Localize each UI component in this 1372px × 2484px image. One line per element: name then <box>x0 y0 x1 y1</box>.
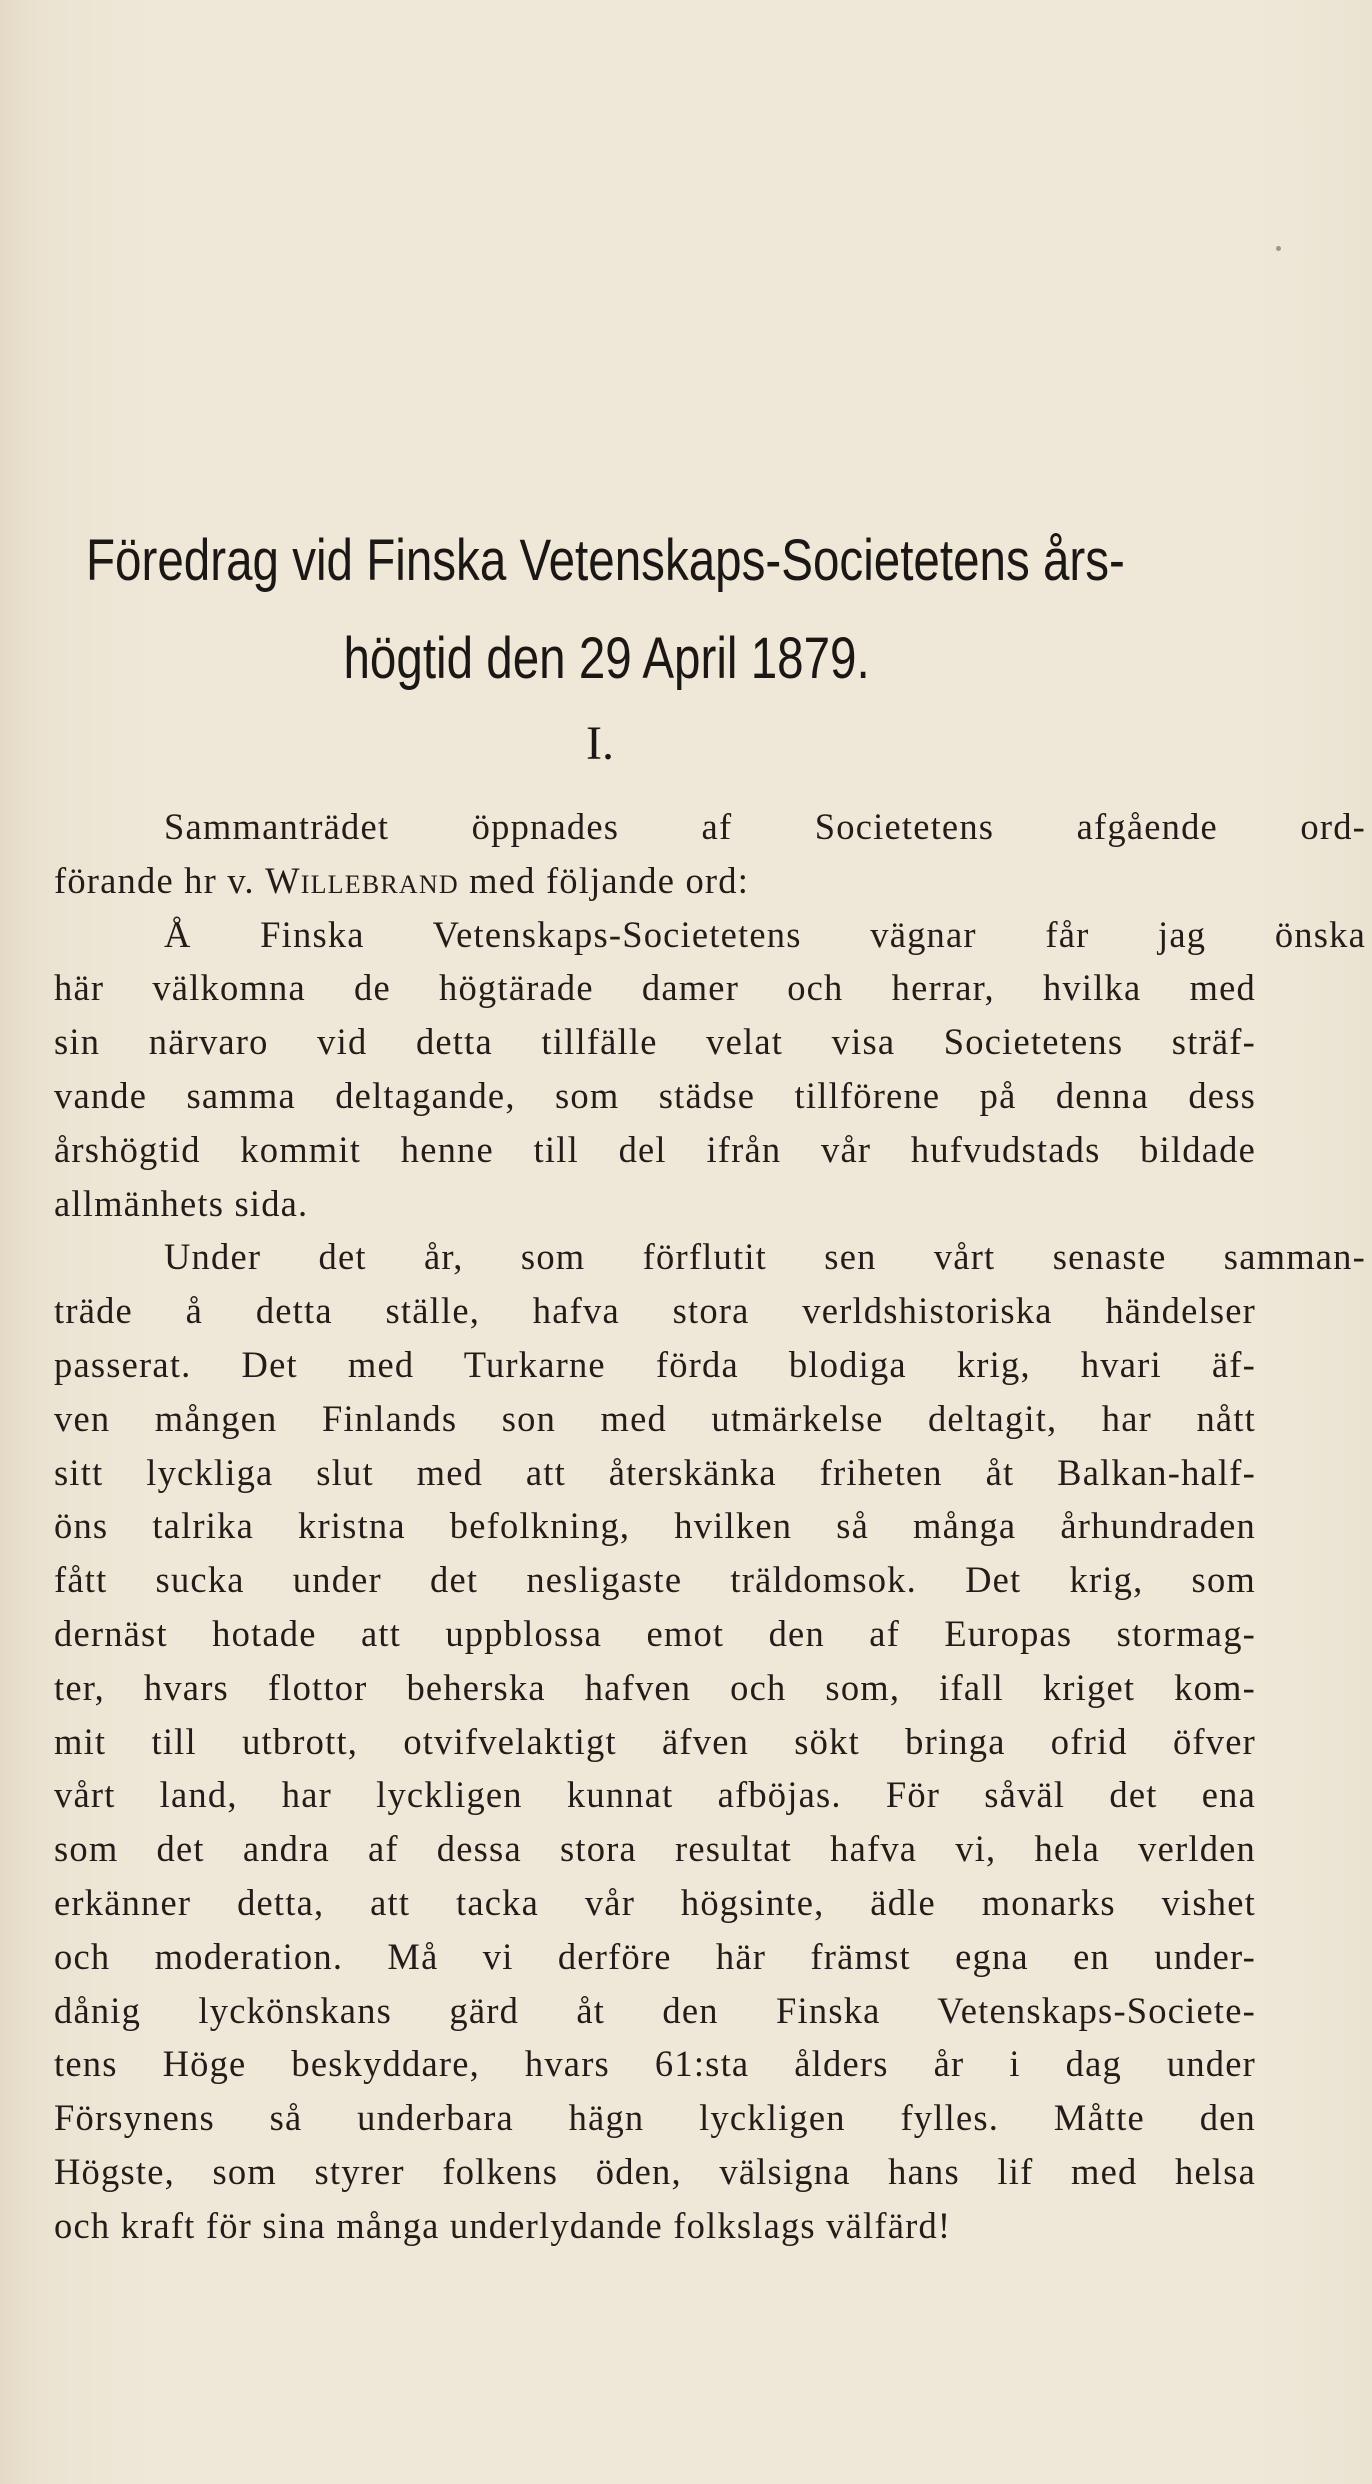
text-line: dånig lyckönskans gärd åt den Finska Vetenskaps-Societe- <box>54 1989 1256 2031</box>
section-number: I. <box>586 717 614 770</box>
text-line: tens Höge beskyddare, hvars 61:sta ålders år i dag under <box>54 2043 1256 2085</box>
title-line-2: högtid den 29 April 1879. <box>343 626 870 691</box>
text-line: ter, hvars flottor beherska hafven och som, ifall kriget kom- <box>54 1666 1256 1708</box>
text-line: vårt land, har lyckligen kunnat afböjas. För såväl det ena <box>54 1774 1256 1816</box>
text-line: Under det år, som förflutit sen vårt senaste samman- <box>164 1236 1366 1278</box>
text-line: allmänhets sida. <box>54 1182 309 1224</box>
speaker-name: Willebrand <box>265 859 459 901</box>
text-line: och kraft för sina många underlydande folkslags välfärd! <box>54 2204 952 2246</box>
text-line: årshögtid kommit henne till del ifrån vår hufvudstads bildade <box>54 1128 1256 1170</box>
text-line: ven mången Finlands son med utmärkelse deltagit, har nått <box>54 1397 1256 1439</box>
text-line: här välkomna de högtärade damer och herrar, hvilka med <box>54 967 1256 1009</box>
text-line: Högste, som styrer folkens öden, välsigna hans lif med helsa <box>54 2150 1256 2192</box>
text-line: sin närvaro vid detta tillfälle velat visa Societetens sträf- <box>54 1021 1256 1063</box>
title-line-1: Föredrag vid Finska Vetenskaps-Societetens års- <box>86 528 1125 593</box>
body-text <box>54 800 1366 2253</box>
text-line <box>54 854 1254 908</box>
text-line: som det andra af dessa stora resultat hafva vi, hela verlden <box>54 1828 1256 1870</box>
text-line: erkänner detta, att tacka vår högsinte, ädle monarks vishet <box>54 1881 1256 1923</box>
text-line: dernäst hotade att uppblossa emot den af Europas stormag- <box>54 1612 1256 1654</box>
text-line: fått sucka under det nesligaste träldomsok. Det krig, som <box>54 1559 1256 1601</box>
text-line: sitt lyckliga slut med att återskänka friheten åt Balkan-half- <box>54 1451 1256 1493</box>
text-line: öns talrika kristna befolkning, hvilken så många århundraden <box>54 1505 1256 1547</box>
text-line: Försynens så underbara hägn lyckligen fylles. Måtte den <box>54 2097 1256 2139</box>
text-line: passerat. Det med Turkarne förda blodiga krig, hvari äf- <box>54 1343 1256 1385</box>
text-line: och moderation. Må vi derföre här främst egna en under- <box>54 1935 1256 1977</box>
text-fragment: med följande ord: <box>469 859 750 901</box>
text-line: mit till utbrott, otvifvelaktigt äfven sökt bringa ofrid öfver <box>54 1720 1256 1762</box>
paper-speck <box>1276 246 1281 251</box>
text-line: Å Finska Vetenskaps-Societetens vägnar får jag önska <box>164 913 1366 955</box>
text-line: träde å detta ställe, hafva stora verldshistoriska händelser <box>54 1290 1256 1332</box>
text-line: Sammanträdet öppnades af Societetens afgående ord- <box>164 806 1366 847</box>
text-fragment: förande hr v. <box>54 859 255 901</box>
text-line: vande samma deltagande, som städse tillförene på denna dess <box>54 1074 1256 1116</box>
lecture-title <box>86 512 1286 708</box>
